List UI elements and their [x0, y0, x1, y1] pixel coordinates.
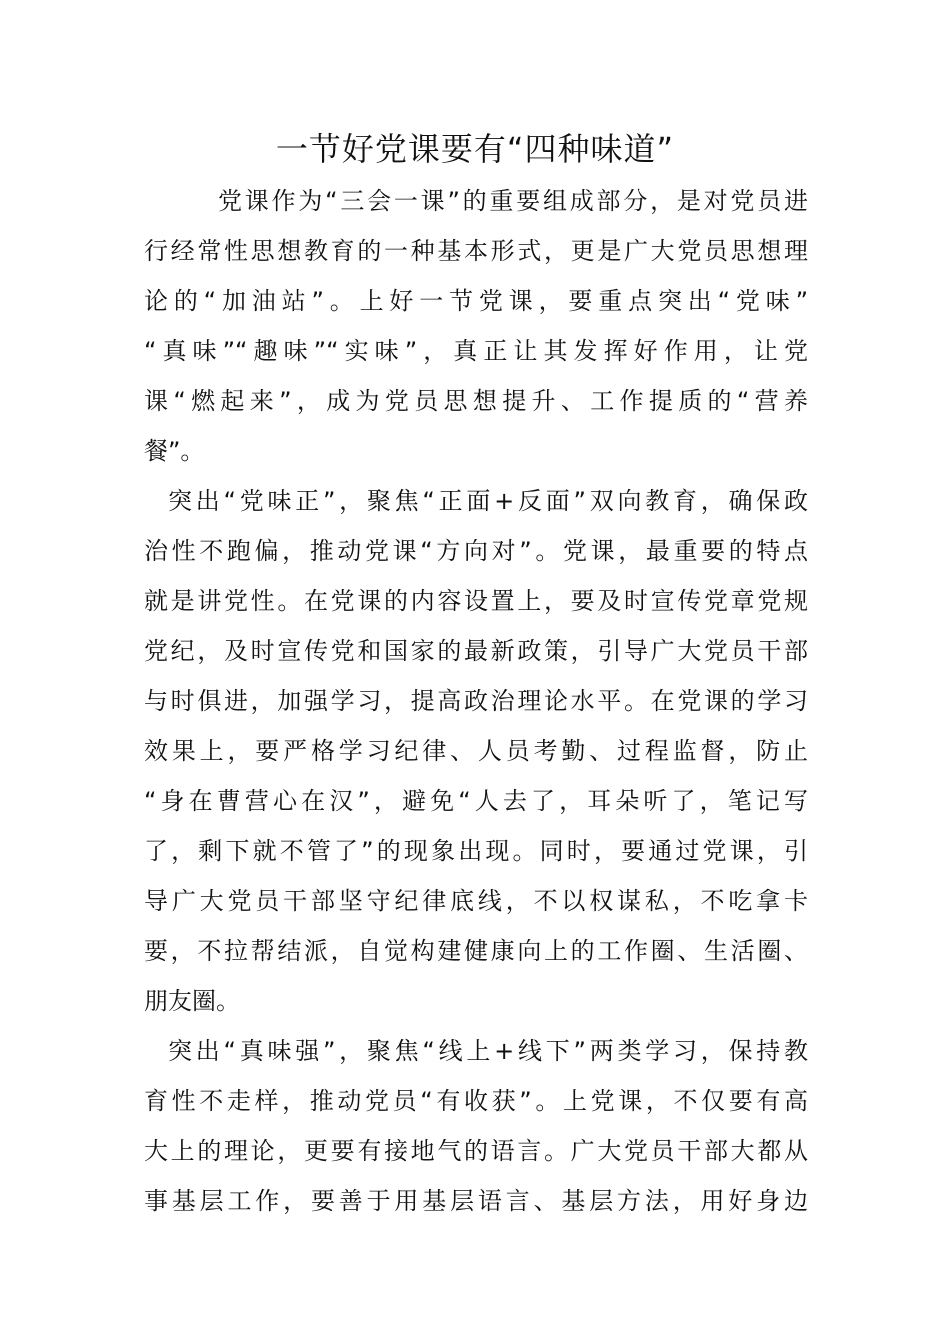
paragraph-3-line-4: 事基层工作，要善于用基层语言、基层方法，用好身边: [144, 1187, 808, 1215]
paragraph-1-line-2: 行经常性思想教育的一种基本形式，更是广大党员思想理: [144, 237, 808, 265]
paragraph-2-line-5: 与时俱进，加强学习，提高政治理论水平。在党课的学习: [144, 687, 808, 715]
paragraph-1-line-6: 餐”。: [144, 437, 205, 465]
paragraph-2-line-11: 朋友圈。: [144, 987, 240, 1015]
paragraph-3-line-1: 突出“真味强”，聚焦“线上+线下”两类学习，保持教: [168, 1037, 808, 1065]
paragraph-2-line-7: “身在曹营心在汉”，避免“人去了，耳朵听了，笔记写: [144, 787, 808, 815]
paragraph-2-line-4: 党纪，及时宣传党和国家的最新政策，引导广大党员干部: [144, 637, 808, 665]
paragraph-2-line-9: 导广大党员干部坚守纪律底线，不以权谋私，不吃拿卡: [144, 887, 808, 915]
paragraph-1-line-1: 党课作为“三会一课”的重要组成部分，是对党员进: [218, 187, 808, 215]
paragraph-2-line-10: 要，不拉帮结派，自觉构建健康向上的工作圈、生活圈、: [144, 937, 808, 965]
paragraph-2-line-2: 治性不跑偏，推动党课“方向对”。党课，最重要的特点: [144, 537, 808, 565]
paragraph-3-line-2: 育性不走样，推动党员“有收获”。上党课，不仅要有高: [144, 1087, 808, 1115]
paragraph-1-line-4: “真味”“趣味”“实味”，真正让其发挥好作用，让党: [144, 337, 808, 365]
paragraph-2-line-3: 就是讲党性。在党课的内容设置上，要及时宣传党章党规: [144, 587, 808, 615]
paragraph-2-line-8: 了，剩下就不管了”的现象出现。同时，要通过党课，引: [144, 837, 808, 865]
document-title: 一节好党课要有“四种味道”: [275, 130, 675, 168]
paragraph-2-line-6: 效果上，要严格学习纪律、人员考勤、过程监督，防止: [144, 737, 808, 765]
paragraph-1-line-5: 课“燃起来”，成为党员思想提升、工作提质的“营养: [144, 387, 808, 415]
paragraph-1-line-3: 论的“加油站”。上好一节党课，要重点突出“党味”: [144, 287, 808, 315]
paragraph-3-line-3: 大上的理论，更要有接地气的语言。广大党员干部大都从: [144, 1137, 808, 1165]
paragraph-2-line-1: 突出“党味正”，聚焦“正面+反面”双向教育，确保政: [168, 487, 808, 515]
